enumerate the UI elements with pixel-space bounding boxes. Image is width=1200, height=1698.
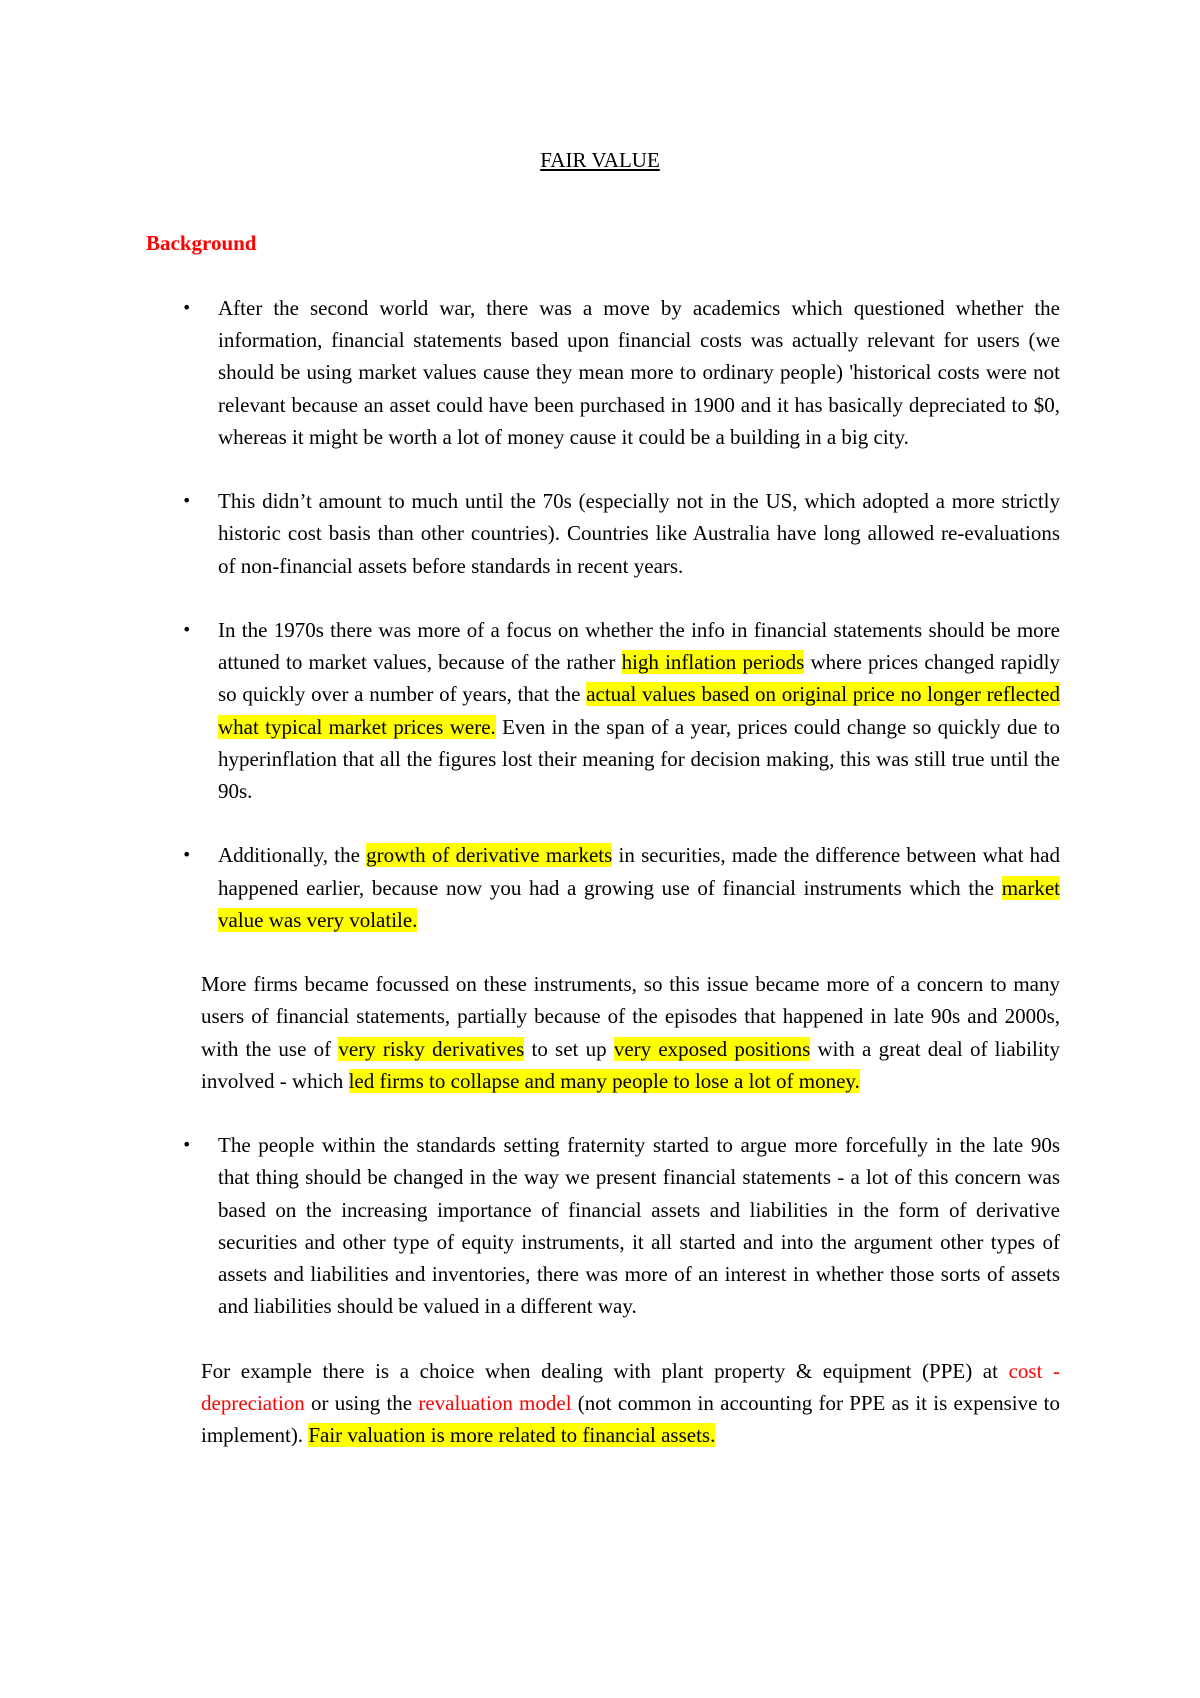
bullet-item-5 [146,1129,1060,1322]
bullet-item-1 [146,292,1060,453]
text-run: In the 1970s there was more of a focus on whether the info in financial statements should be more attuned to market values, because of the rather [218,618,1060,675]
highlighted-text: high inflation periods [621,650,805,675]
text-run: to set up [524,1036,614,1061]
highlighted-text: very exposed positions [613,1036,811,1061]
bullet-icon: • [182,491,192,511]
text-run: Additionally, the [218,843,367,868]
highlighted-text: actual values based on original price no longer reflected what typical market prices were. [218,682,1061,739]
text-run: (not common in accounting for PPE as it is expensive to implement). [201,1390,1060,1448]
bullet-item-4 [146,839,1060,936]
bullet-icon: • [182,298,192,317]
text-run: where prices changed rapidly so quickly over a number of years, that the [218,650,1060,707]
highlighted-text: Fair valuation is more related to financial assets. [308,1423,716,1448]
highlighted-text: led firms to collapse and many people to lose a lot of money. [348,1068,860,1093]
text-run: More firms became focussed on these instruments, so this issue became more of a concern to many users of financial statements, partially because of the episodes that happened in late 90s and 2000s, with the use of [201,972,1060,1061]
section-heading-background: Background [146,231,257,255]
red-emphasis-text: revaluation model [418,1390,572,1415]
bullet-text: The people within the standards setting fraternity started to argue more forcefully in the late 90s that thing should be changed in the way we present financial statements - a lot of this concern was based on the increasing importance of financial assets and liabilities in the form of derivative securities and other type of equity instruments, it all started and into the argument other types of assets and liabilities and inventories, there was more of an interest in whether those sorts of assets and liabilities should be valued in a different way. [218,1133,1060,1319]
text-run: For example there is a choice when dealing with plant property & equipment (PPE) at [201,1358,1009,1383]
document-body [146,292,1060,1483]
highlighted-text: market value was very volatile. [218,875,1060,932]
text-run: or using the [304,1390,419,1415]
page-title: FAIR VALUE [540,148,660,172]
bullet-icon: • [182,620,192,639]
highlighted-text: growth of derivative markets [366,843,613,868]
paragraph-1 [146,968,1060,1097]
bullet-item-2 [146,485,1060,582]
text-run: Even in the span of a year, prices could change so quickly due to hyperinflation that all the figures lost their meaning for decision making, this was still true until the 90s. [218,714,1060,804]
bullet-text: After the second world war, there was a move by academics which questioned whether the information, financial statements based upon financial costs was actually relevant for users (we should be using market values cause they mean more to ordinary people) 'historical costs were not relevant because an asset could have been purchased in 1900 and it has basically depreciated to $0, whereas it might be worth a lot of money cause it could be a building in a big city. [218,296,1060,449]
text-run: in securities, made the difference between what had happened earlier, because now you had a growing use of financial instruments which the [218,843,1061,900]
text-run: with a great deal of liability involved - which [201,1036,1060,1093]
red-emphasis-text: cost - depreciation [201,1358,1061,1415]
bullet-text: This didn’t amount to much until the 70s (especially not in the US, which adopted a more strictly historic cost basis than other countries). Countries like Australia have long allowed re-evaluations of non-financial assets before standards in recent years. [218,489,1060,578]
bullet-icon: • [182,845,192,865]
bullet-item-3 [146,614,1060,807]
bullet-icon: • [182,1135,192,1155]
paragraph-2 [146,1355,1060,1452]
highlighted-text: very risky derivatives [338,1036,525,1061]
